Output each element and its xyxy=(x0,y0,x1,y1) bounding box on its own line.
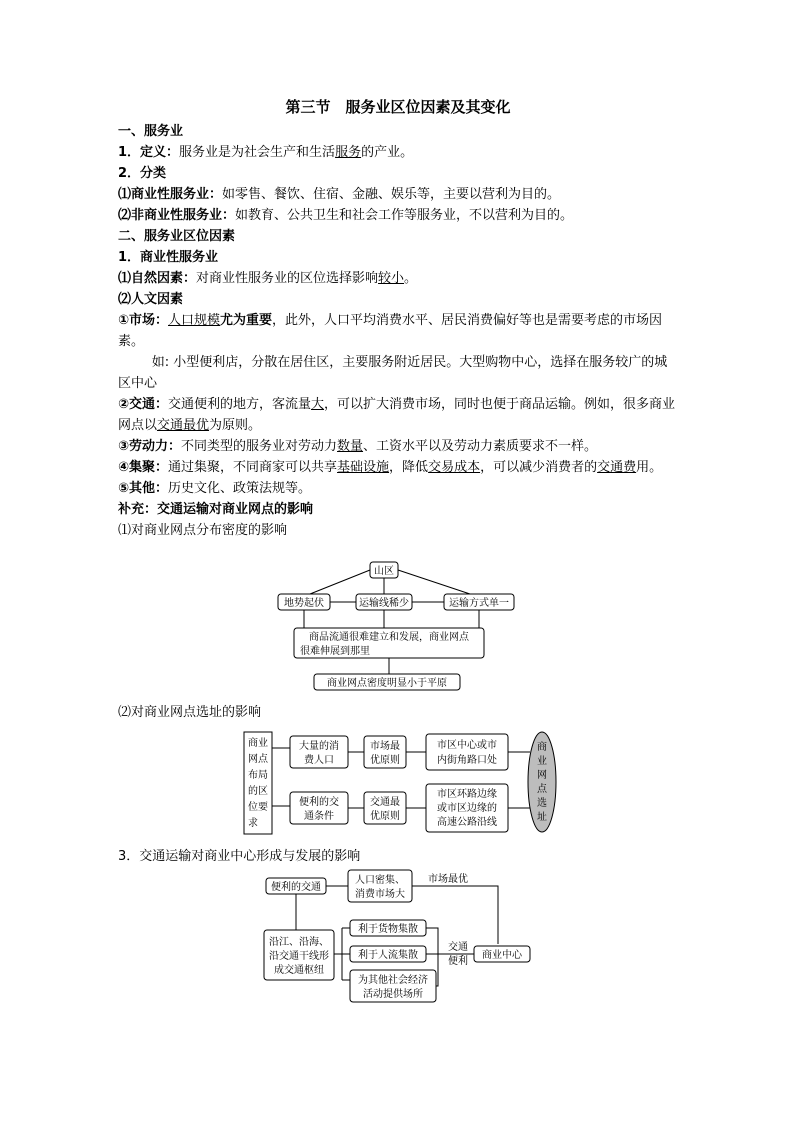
svg-text:市场最: 市场最 xyxy=(370,741,400,752)
node-layout-text: 商业 xyxy=(248,738,268,749)
svg-text:网: 网 xyxy=(537,770,547,781)
factor-agglomeration: ④集聚：通过集聚，不同商家可以共享基础设施，降低交易成本，可以减少消费者的交通费用。 xyxy=(118,460,663,475)
density-diagram xyxy=(270,558,530,694)
svg-text:优原则: 优原则 xyxy=(370,811,400,822)
node-terrain-label: 地势起伏 xyxy=(284,598,324,609)
svg-text:市区环路边缘: 市区环路边缘 xyxy=(437,789,497,800)
svg-text:为其他社会经济: 为其他社会经济 xyxy=(358,975,428,986)
classification-commercial: ⑴商业性服务业：如零售、餐饮、住宿、金融、娱乐等，主要以营利为目的。 xyxy=(118,187,561,202)
siting-diagram xyxy=(240,728,570,838)
node-circulation-line2: 很难伸展到那里 xyxy=(300,646,370,657)
svg-text:利于人流集散: 利于人流集散 xyxy=(358,950,418,961)
arrow xyxy=(334,928,350,980)
svg-text:商: 商 xyxy=(537,742,547,753)
svg-text:沿江、沿海、: 沿江、沿海、 xyxy=(269,937,329,948)
svg-text:市区中心或市: 市区中心或市 xyxy=(437,740,497,751)
svg-text:交通最: 交通最 xyxy=(370,797,400,808)
section-heading-2: 二、服务业区位因素 xyxy=(118,229,236,244)
page-title: 第三节 服务业区位因素及其变化 xyxy=(285,98,511,116)
human-factors-heading: ⑵人文因素 xyxy=(118,292,184,307)
node-modes-label: 运输方式单一 xyxy=(449,598,509,609)
svg-text:网点: 网点 xyxy=(248,754,268,765)
svg-text:业: 业 xyxy=(537,756,547,767)
svg-text:费人口: 费人口 xyxy=(304,755,334,766)
market-example: 如: 小型便利店，分散在居住区，主要服务附近居民。大型购物中心，选择在服务较广的城区中心 xyxy=(118,355,668,391)
factor-transport: ②交通：交通便利的地方，客流量大，可以扩大消费市场，同时也便于商品运输。例如，很多商业网点以交通最优为原则。 xyxy=(118,397,676,433)
arrow xyxy=(310,570,370,594)
center-diagram xyxy=(262,868,542,1008)
svg-text:布局: 布局 xyxy=(248,770,268,781)
svg-text:人口密集、: 人口密集、 xyxy=(355,875,405,886)
svg-text:求: 求 xyxy=(248,818,258,829)
section-heading-1: 一、服务业 xyxy=(118,124,184,139)
svg-text:通条件: 通条件 xyxy=(304,811,334,822)
svg-text:大量的消: 大量的消 xyxy=(299,741,339,752)
svg-text:商业中心: 商业中心 xyxy=(482,950,522,961)
svg-text:利于货物集散: 利于货物集散 xyxy=(358,924,418,935)
svg-text:优原则: 优原则 xyxy=(370,755,400,766)
definition-line: 1．定义：服务业是为社会生产和生活服务的产业。 xyxy=(118,145,414,160)
node-mountain-label: 山区 xyxy=(374,566,394,577)
svg-text:点: 点 xyxy=(537,784,547,795)
factor-market: ①市场：人口规模尤为重要，此外，人口平均消费水平、居民消费偏好等也是需要考虑的市场因素。 xyxy=(118,313,663,349)
factor-labor: ③劳动力：不同类型的服务业对劳动力数量、工资水平以及劳动力素质要求不一样。 xyxy=(118,439,598,454)
arrow xyxy=(398,570,470,594)
node-circulation-line1: 商品流通很难建立和发展，商业网点 xyxy=(309,632,469,643)
svg-text:位要: 位要 xyxy=(248,802,268,813)
supplement-density: ⑴对商业网点分布密度的影响 xyxy=(118,523,288,538)
subheading-center: 3．交通运输对商业中心形成与发展的影响 xyxy=(118,849,361,864)
label-market-opt: 市场最优 xyxy=(428,874,468,885)
svg-text:沿交通干线形: 沿交通干线形 xyxy=(269,951,329,962)
svg-text:址: 址 xyxy=(537,812,547,823)
supplement-siting: ⑵对商业网点选址的影响 xyxy=(118,705,262,720)
svg-text:内街角路口处: 内街角路口处 xyxy=(437,755,497,766)
svg-text:交通: 交通 xyxy=(448,942,468,953)
classification-noncommercial: ⑵非商业性服务业：如教育、公共卫生和社会工作等服务业，不以营利为目的。 xyxy=(118,208,574,223)
document-page xyxy=(118,96,678,541)
svg-text:高速公路沿线: 高速公路沿线 xyxy=(437,817,497,828)
svg-text:或市区边缘的: 或市区边缘的 xyxy=(437,803,497,814)
svg-text:选: 选 xyxy=(537,798,547,809)
classification-heading: 2．分类 xyxy=(118,166,167,181)
svg-text:便利: 便利 xyxy=(448,956,468,967)
svg-text:消费市场大: 消费市场大 xyxy=(355,889,405,900)
svg-text:成交通枢纽: 成交通枢纽 xyxy=(274,965,324,976)
svg-text:的区: 的区 xyxy=(248,786,268,797)
node-routes-label: 运输线稀少 xyxy=(359,598,409,609)
subheading-commercial: 1．商业性服务业 xyxy=(118,250,219,265)
node-density-label: 商业网点密度明显小于平原 xyxy=(327,678,447,689)
natural-factors: ⑴自然因素：对商业性服务业的区位选择影响较小。 xyxy=(118,271,418,286)
svg-text:活动提供场所: 活动提供场所 xyxy=(363,989,423,1000)
svg-text:便利的交通: 便利的交通 xyxy=(271,882,321,893)
supplement-heading: 补充：交通运输对商业网点的影响 xyxy=(118,502,314,517)
factor-other: ⑤其他：历史文化、政策法规等。 xyxy=(118,481,312,496)
svg-text:便利的交: 便利的交 xyxy=(299,797,339,808)
